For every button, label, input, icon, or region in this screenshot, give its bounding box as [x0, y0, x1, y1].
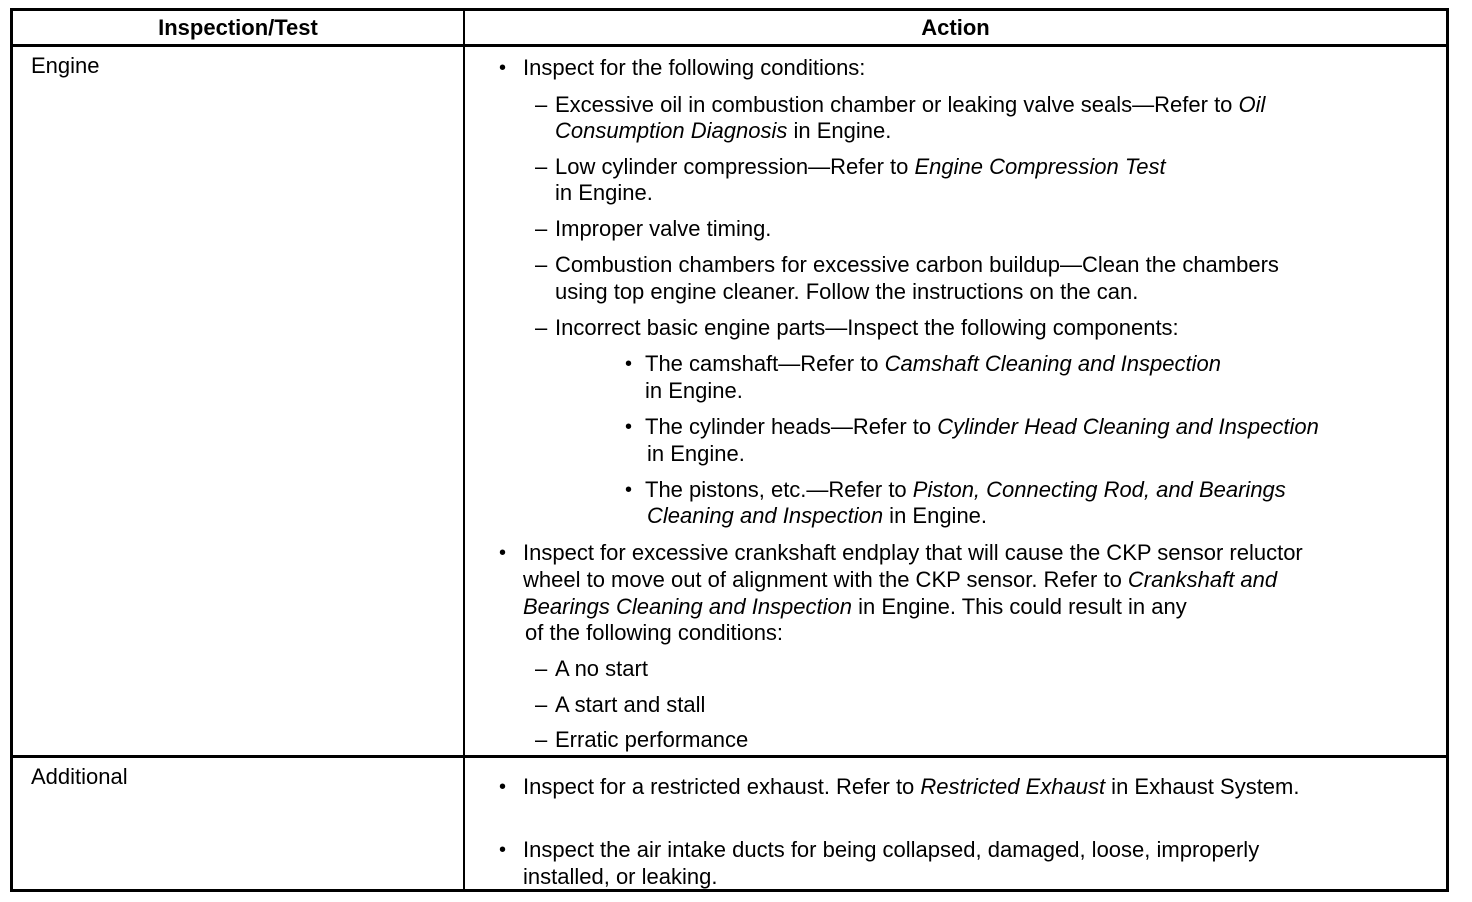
bullet-dot: •	[499, 542, 507, 564]
header-action: Action	[921, 15, 990, 40]
bullet-cont: of the following conditions:	[525, 620, 784, 645]
column-divider	[463, 11, 465, 889]
bullet-cont: Bearings Cleaning and Inspection in Engine. This could result in any	[523, 594, 1187, 619]
header-inspection-test: Inspection/Test	[158, 15, 318, 40]
dash-item-cont: in Engine.	[555, 180, 653, 205]
header-divider	[13, 44, 1446, 47]
sub-bullet-cont: Cleaning and Inspection in Engine.	[647, 503, 988, 528]
row-label-engine: Engine	[31, 53, 100, 78]
diagnostic-table: Inspection/Test Action Engine • Inspect for the following conditions: – Excessive oil in combustion chamber or leaking valve seals—Refer to Oil Consumption Diagnosis in Engine. – Low cylinder compression—Refer to Engine Compression Test in Engine. – Improper valve timing. – Combustion chambers for excessive carbon buildup—Clean the chambers using top engine cleaner. Follow the instructions on the can. – Incorrect basic engine parts—Inspect the following components: • The camshaft—Refer to Camshaft Cleaning and Inspection in Engine. • The cylinder heads—Refer to Cylinder Head Cleaning and Inspection in Engine. • The pistons, etc.—Refer to Piston, Connecting Rod, and Bearings Cleaning and Inspection in Engine. • Inspect for excessive crankshaft endplay that will cause the CKP sensor reluctor wheel to move out of alignment with the CKP sensor. Refer to Crankshaft and Bearings Cleaning and Inspection in Engine. This could result in any of the following conditions: – A no start – A start and stall – Erratic performance Additional • Inspect for a restricted exhaust. Refer to Restricted Exhaust in Exhaust System. • Inspect the air intake ducts for being collapsed, damaged, loose, improperly installed, or leaking.	[10, 8, 1449, 892]
bullet-dot: •	[499, 839, 507, 861]
dash-item-cont: Consumption Diagnosis in Engine.	[555, 118, 892, 143]
bullet-cont: installed, or leaking.	[523, 864, 718, 889]
bullet-cont: wheel to move out of alignment with the CKP sensor. Refer to Crankshaft and	[523, 567, 1278, 592]
sub-bullet-cont: in Engine.	[645, 378, 743, 403]
sub-bullet-cont: in Engine.	[647, 441, 745, 466]
row-divider	[13, 755, 1446, 758]
dash-item-cont: using top engine cleaner. Follow the instructions on the can.	[555, 279, 1139, 304]
bullet-dot: •	[499, 57, 507, 79]
row-label-additional: Additional	[31, 764, 128, 789]
bullet-dot: •	[499, 776, 507, 798]
